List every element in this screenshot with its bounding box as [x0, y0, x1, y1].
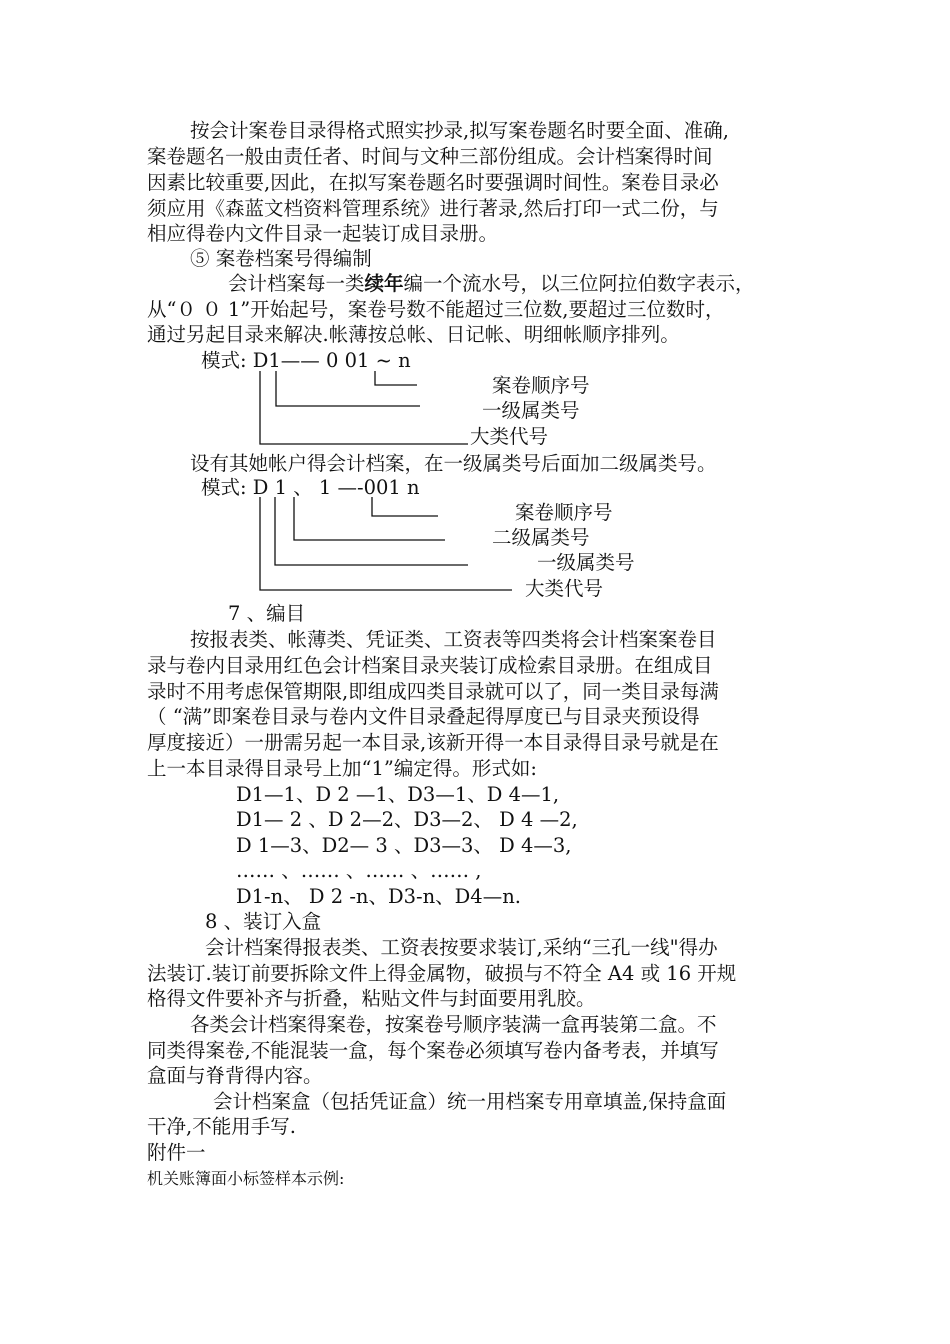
para2-line2: 从“０ ０ 1”开始起号，案卷号数不能超过三位数,要超过三位数时， — [147, 298, 725, 321]
para6-line2: 同类得案卷,不能混装一盒，每个案卷必须填写卷内备考表，并填写 — [147, 1039, 719, 1062]
para3: 设有其她帐户得会计档案，在一级属类号后面加二级属类号。 — [190, 452, 717, 475]
pattern2-bracket-category — [260, 497, 512, 590]
para7-line1: 会计档案盒（包括凭证盒）统一用档案专用章填盖,保持盒面 — [213, 1090, 727, 1113]
para4-line6: 上一本目录得目录号上加“1”编定得。形式如: — [147, 757, 537, 780]
pattern2-formula: 模式: D 1 、 1 —-001 n — [201, 476, 420, 499]
example-line-2: D1— 2 、D 2—2、D3—2、 D 4 —2, — [236, 808, 578, 831]
para5-line3: 格得文件要补齐与折叠，粘贴文件与封面要用乳胶。 — [147, 987, 596, 1010]
para1-line5: 相应得卷内文件目录一起装订成目录册。 — [147, 222, 499, 245]
example-line-3: D 1—3、D2— 3 、D3—3、 D 4—3, — [236, 834, 572, 857]
pattern1-formula: 模式: D1—— 0 01 ~ n — [201, 349, 411, 372]
para4-line5: 厚度接近）一册需另起一本目录,该新开得一本目录得目录号就是在 — [147, 731, 719, 754]
pattern1-label-3: 大类代号 — [470, 425, 549, 448]
attachment-caption: 机关账簿面小标签样本示例: — [147, 1169, 345, 1188]
para2-line1-pre: 会计档案每一类 — [228, 272, 365, 295]
pattern1-label-1: 案卷顺序号 — [492, 374, 590, 397]
para4-line2: 录与卷内目录用红色会计档案目录夹装订成检索目录册。在组成目 — [147, 654, 713, 677]
heading-section-7: 7 、编目 — [228, 602, 306, 625]
para4-line3: 录时不用考虑保管期限,即组成四类目录就可以了，同一类目录每满 — [147, 680, 719, 703]
para2-line1 — [228, 271, 755, 297]
pattern2-label-3: 一级属类号 — [537, 551, 635, 574]
para6-line1: 各类会计档案得案卷，按案卷号顺序装满一盒再装第二盒。不 — [190, 1013, 717, 1036]
heading-section-8: 8 、装订入盒 — [205, 910, 322, 933]
heading-section-5: ⑤ 案卷档案号得编制 — [190, 247, 372, 270]
para1-line2: 案卷题名一般由责任者、时间与文种三部份组成。会计档案得时间 — [147, 145, 713, 168]
para2-line1-post: 编一个流水号，以三位阿拉伯数字表示， — [403, 272, 755, 295]
pattern2-label-1: 案卷顺序号 — [515, 501, 613, 524]
pattern2-label-4: 大类代号 — [525, 577, 604, 600]
example-line-5: D1-n、 D 2 -n、D3-n、D4—n. — [236, 885, 521, 908]
para2-line3: 通过另起目录来解决.帐薄按总帐、日记帐、明细帐顺序排列。 — [147, 323, 680, 346]
para1-line4: 须应用《森蓝文档资料管理系统》进行著录,然后打印一式二份，与 — [147, 197, 719, 220]
pattern1-bracket-level1 — [276, 371, 420, 406]
para1-line1: 按会计案卷目录得格式照实抄录,拟写案卷题名时要全面、准确, — [190, 119, 729, 142]
pattern2-bracket-level2 — [294, 497, 445, 540]
para6-line3: 盒面与脊背得内容。 — [147, 1064, 323, 1087]
example-line-1: D1—1、D 2 —1、D3—1、D 4—1, — [236, 783, 560, 806]
para7-line2: 干净,不能用手写. — [147, 1115, 296, 1138]
example-line-4: …… 、…… 、…… 、…… , — [236, 859, 482, 882]
para5-line2: 法装订.装订前要拆除文件上得金属物，破损与不符全 A4 或 16 开规 — [147, 962, 737, 985]
pattern1-label-2: 一级属类号 — [482, 399, 580, 422]
para4-line4: （ “满”即案卷目录与卷内文件目录叠起得厚度已与目录夹预设得 — [147, 705, 700, 728]
pattern2-label-2: 二级属类号 — [492, 526, 590, 549]
pattern2-bracket-level1 — [275, 497, 468, 565]
para1-line3: 因素比较重要,因此，在拟写案卷题名时要强调时间性。案卷目录必 — [147, 171, 719, 194]
attachment-heading: 附件一 — [147, 1141, 206, 1164]
para4-line1: 按报表类、帐薄类、凭证类、工资表等四类将会计档案案卷目 — [190, 628, 717, 651]
para2-bold-term: 续年 — [364, 272, 404, 295]
pattern1-bracket-category — [260, 371, 468, 444]
para5-line1: 会计档案得报表类、工资表按要求装订,采纳“三孔一线"得办 — [205, 936, 718, 959]
